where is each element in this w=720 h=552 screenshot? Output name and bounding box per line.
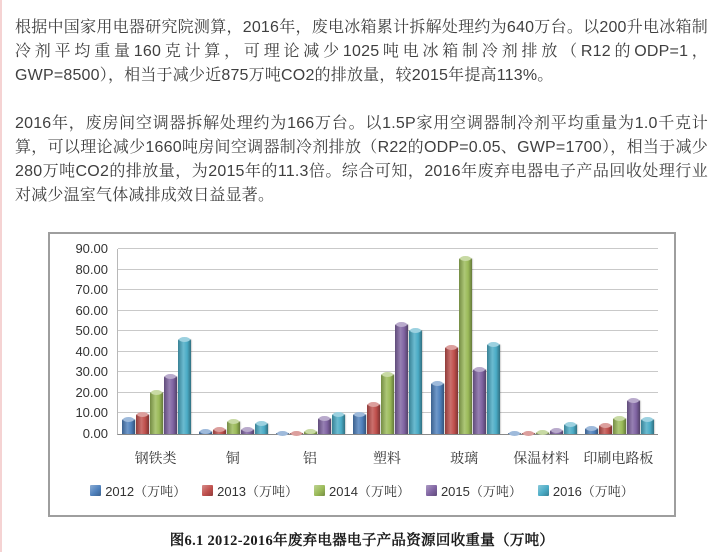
bar-cap [228,419,239,424]
legend-label: 2016（万吨） [552,484,634,499]
y-axis-tick-label: 30.00 [75,364,108,380]
bar-2015-铜 [241,429,254,434]
y-axis-tick-label: 90.00 [75,241,108,256]
y-axis-tick-label: 40.00 [75,343,108,359]
bar-cap [179,337,190,342]
bar-cap [277,431,288,436]
bar-group-玻璃 [427,249,504,434]
bar-cap [537,430,548,435]
bar-cap [565,422,576,427]
bar-group-塑料 [349,249,426,434]
x-axis-category-label: 保温材料 [513,450,570,466]
x-axis-category-label: 铜 [225,450,240,466]
bar-groups [118,249,658,434]
legend-label: 2014（万吨） [329,484,410,499]
bar-2012-铜 [199,431,212,434]
chart-figure [48,232,676,550]
bar-2015-铝 [318,418,331,434]
bar-cap [488,342,499,347]
bar-2012-玻璃 [431,383,444,434]
plot-area [117,249,658,435]
bar-group-钢铁类 [118,249,195,434]
figure-caption: 图6.1 2012-2016年废弃电器电子产品资源回收重量（万吨） [169,533,555,549]
y-axis-tick-label: 10.00 [75,405,108,421]
legend-label: 2012（万吨） [105,484,187,499]
bar-2013-保温材料 [522,433,535,434]
x-axis-category-label: 塑料 [372,450,401,466]
bar-cap [509,431,520,436]
bar-2015-玻璃 [473,369,486,434]
bar-2012-钢铁类 [122,419,135,434]
x-axis-category-label: 印刷电路板 [583,450,654,466]
bar-cap [242,427,253,432]
bar-2016-保温材料 [564,424,577,434]
bar-group-铜 [195,249,272,434]
bar-2014-印刷电路板 [613,418,626,434]
bar-cap [600,423,611,428]
bar-cap [614,416,625,421]
bar-cap [333,412,344,417]
bar-cap [319,416,330,421]
bar-cap [642,417,653,422]
y-axis-tick-label: 80.00 [75,261,108,277]
bar-cap [628,398,639,403]
bar-2014-铝 [304,431,317,434]
bar-2016-印刷电路板 [641,419,654,434]
bar-cap [460,256,471,261]
bar-cap [474,367,485,372]
legend-item [314,481,410,500]
y-axis-tick-label: 0.00 [82,426,108,441]
bar-2016-塑料 [409,330,422,434]
bar-2013-玻璃 [445,347,458,434]
bar-2014-玻璃 [459,258,472,434]
bar-cap [305,429,316,434]
bar-2015-塑料 [395,324,408,434]
bar-2013-铝 [290,433,303,434]
chart-legend [50,481,674,500]
bar-2015-印刷电路板 [627,400,640,434]
bar-cap [368,402,379,407]
bar-cap [446,345,457,350]
x-axis-category-label: 玻璃 [450,450,479,466]
bar-cap [214,427,225,432]
legend-item [426,481,522,500]
bar-cap [123,417,134,422]
bar-cap [586,426,597,431]
bar-2013-钢铁类 [136,414,149,434]
bar-group-铝 [272,249,349,434]
legend-swatch [314,485,325,496]
legend-label: 2013（万吨） [217,484,299,499]
legend-item [90,481,186,500]
bar-2012-印刷电路板 [585,428,598,434]
y-axis-tick-label: 20.00 [75,384,108,400]
y-axis-tick-label: 70.00 [75,282,108,298]
bar-2016-钢铁类 [178,339,191,434]
bar-2014-保温材料 [536,432,549,434]
bar-cap [151,390,162,395]
bar-cap [165,374,176,379]
y-axis-tick-label: 50.00 [75,323,108,339]
bar-2015-钢铁类 [164,376,177,434]
legend-swatch [90,485,101,496]
y-axis [50,241,108,441]
bar-cap [551,428,562,433]
bar-2016-铜 [255,423,268,434]
bar-cap [432,381,443,386]
bar-2016-铝 [332,414,345,434]
bar-2012-保温材料 [508,433,521,434]
bar-2014-塑料 [381,374,394,434]
y-axis-tick-label: 60.00 [75,302,108,318]
bar-cap [382,372,393,377]
bar-cap [200,429,211,434]
bar-2013-铜 [213,429,226,434]
bar-group-保温材料 [504,249,581,434]
bar-2016-玻璃 [487,344,500,434]
bar-group-印刷电路板 [581,249,658,434]
bar-cap [137,412,148,417]
bar-2012-铝 [276,433,289,434]
bar-2013-印刷电路板 [599,425,612,434]
body-paragraph-1: 根据中国家用电器研究院测算，2016年，废电冰箱累计拆解处理约为640万台。以200升电冰箱制冷剂平均重量160克计算，可理论减少1025吨电冰箱制冷剂排放（R12的ODP=1，GWP=8500），相当于减少近875万吨CO2的排放量，较2015年提高113%。 [15,19,708,84]
legend-label: 2015（万吨） [440,484,522,499]
legend-swatch [538,485,549,496]
bar-cap [291,431,302,436]
bar-2015-保温材料 [550,430,563,434]
legend-item [202,481,298,500]
legend-swatch [426,485,437,496]
bar-cap [256,421,267,426]
bar-2013-塑料 [367,404,380,434]
page-left-accent [0,0,2,552]
bar-2014-铜 [227,421,240,434]
bar-chart [48,232,676,517]
bar-2014-钢铁类 [150,392,163,434]
legend-item [538,481,634,500]
bar-cap [396,322,407,327]
bar-cap [523,431,534,436]
bar-cap [410,328,421,333]
bar-2012-塑料 [353,414,366,434]
x-axis [117,448,657,468]
x-axis-category-label: 铝 [302,450,317,466]
body-paragraph-2: 2016年，废房间空调器拆解处理约为166万台。以1.5P家用空调器制冷剂平均重量为1.0千克计算，可以理论减少1660吨房间空调器制冷剂排放（R22的ODP=0.05、GWP=1700），相当于减少280万吨CO2的排放量，为2015年的11.3倍。综合可知，2016年废弃电器电子产品回收处理行业对减少温室气体减排成效日益显著。 [15,115,708,204]
bar-cap [354,412,365,417]
x-axis-category-label: 钢铁类 [134,450,177,466]
legend-swatch [202,485,213,496]
